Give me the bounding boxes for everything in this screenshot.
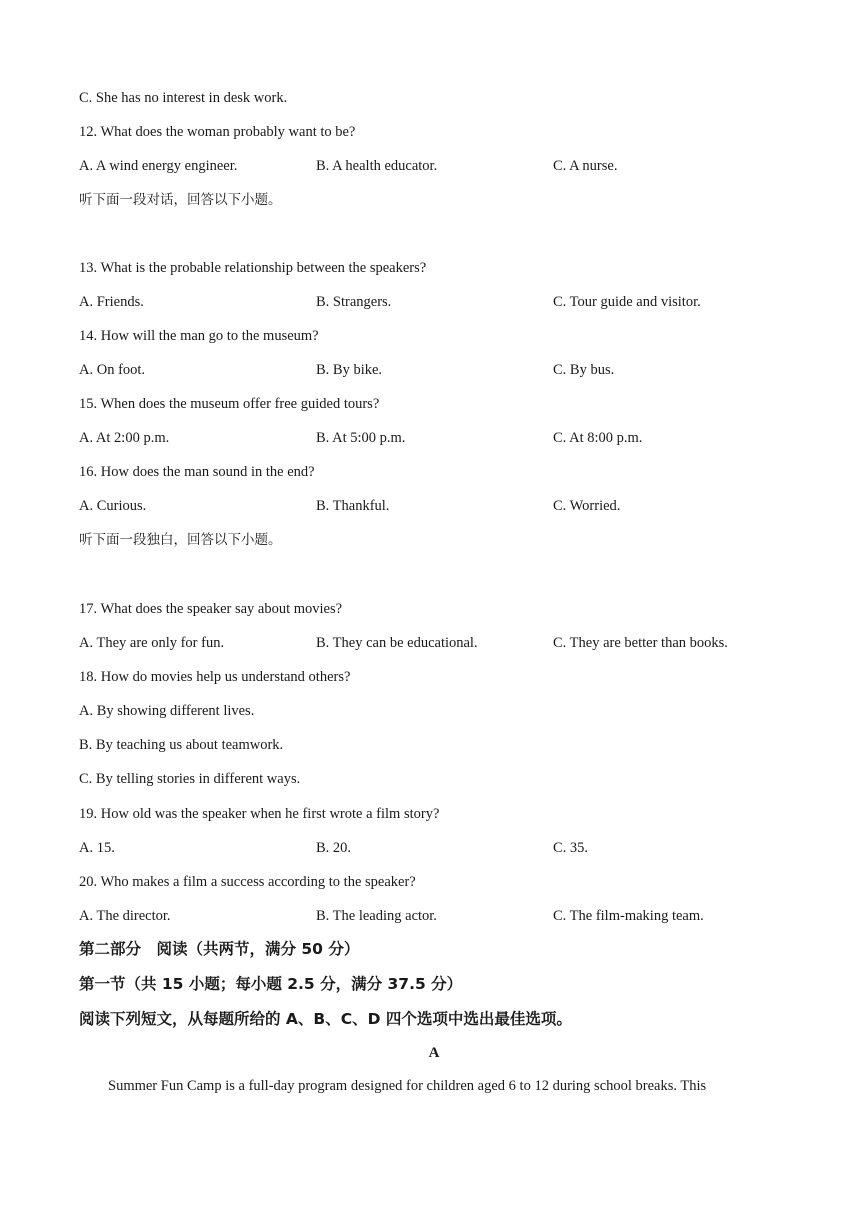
q16-option-b: B. Thankful. (316, 498, 390, 514)
part-two-heading: 第二部分 阅读（共两节，满分 50 分） (79, 940, 360, 958)
q14-option-b: B. By bike. (316, 362, 383, 378)
q13-option-b: B. Strangers. (316, 294, 392, 310)
q19-question: 19. How old was the speaker when he first wrote a film story? (79, 806, 440, 822)
q18-option-a: A. By showing different lives. (79, 703, 255, 719)
dialog-instruction: 听下面一段对话，回答以下小题。 (79, 192, 282, 208)
q17-option-b: B. They can be educational. (316, 635, 478, 651)
q12-option-b: B. A health educator. (316, 158, 438, 174)
q20-question: 20. Who makes a film a success according to the speaker? (79, 874, 416, 890)
q17-option-a: A. They are only for fun. (79, 635, 225, 651)
q18-option-c: C. By telling stories in different ways. (79, 771, 301, 787)
q11-option-c: C. She has no interest in desk work. (79, 90, 288, 106)
q17-question: 17. What does the speaker say about movies? (79, 601, 343, 617)
q16-option-c: C. Worried. (553, 498, 621, 514)
q17-option-c: C. They are better than books. (553, 635, 728, 651)
q13-option-a: A. Friends. (79, 294, 144, 310)
q12-option-c: C. A nurse. (553, 158, 618, 174)
passage-title: A (428, 1045, 440, 1061)
q13-option-c: C. Tour guide and visitor. (553, 294, 701, 310)
q15-option-c: C. At 8:00 p.m. (553, 430, 643, 446)
q19-option-c: C. 35. (553, 840, 589, 856)
q16-question: 16. How does the man sound in the end? (79, 464, 315, 480)
section-one-heading: 第一节（共 15 小题；每小题 2.5 分，满分 37.5 分） (79, 975, 463, 993)
q14-question: 14. How will the man go to the museum? (79, 328, 319, 344)
q14-option-c: C. By bus. (553, 362, 615, 378)
q15-option-a: A. At 2:00 p.m. (79, 430, 170, 446)
q12-option-a: A. A wind energy engineer. (79, 158, 238, 174)
q15-option-b: B. At 5:00 p.m. (316, 430, 406, 446)
q14-option-a: A. On foot. (79, 362, 146, 378)
q19-option-b: B. 20. (316, 840, 352, 856)
monologue-instruction: 听下面一段独白，回答以下小题。 (79, 532, 282, 548)
q20-option-c: C. The film-making team. (553, 908, 704, 924)
q18-question: 18. How do movies help us understand others? (79, 669, 351, 685)
q13-question: 13. What is the probable relationship between the speakers? (79, 260, 427, 276)
passage-first-line: Summer Fun Camp is a full-day program designed for children aged 6 to 12 during school breaks. This (108, 1078, 707, 1094)
reading-instruction: 阅读下列短文，从每题所给的 A、B、C、D 四个选项中选出最佳选项。 (79, 1010, 572, 1028)
q12-question: 12. What does the woman probably want to be? (79, 124, 356, 140)
q19-option-a: A. 15. (79, 840, 115, 856)
q16-option-a: A. Curious. (79, 498, 147, 514)
q20-option-a: A. The director. (79, 908, 171, 924)
q20-option-b: B. The leading actor. (316, 908, 437, 924)
q15-question: 15. When does the museum offer free guided tours? (79, 396, 380, 412)
q18-option-b: B. By teaching us about teamwork. (79, 737, 284, 753)
